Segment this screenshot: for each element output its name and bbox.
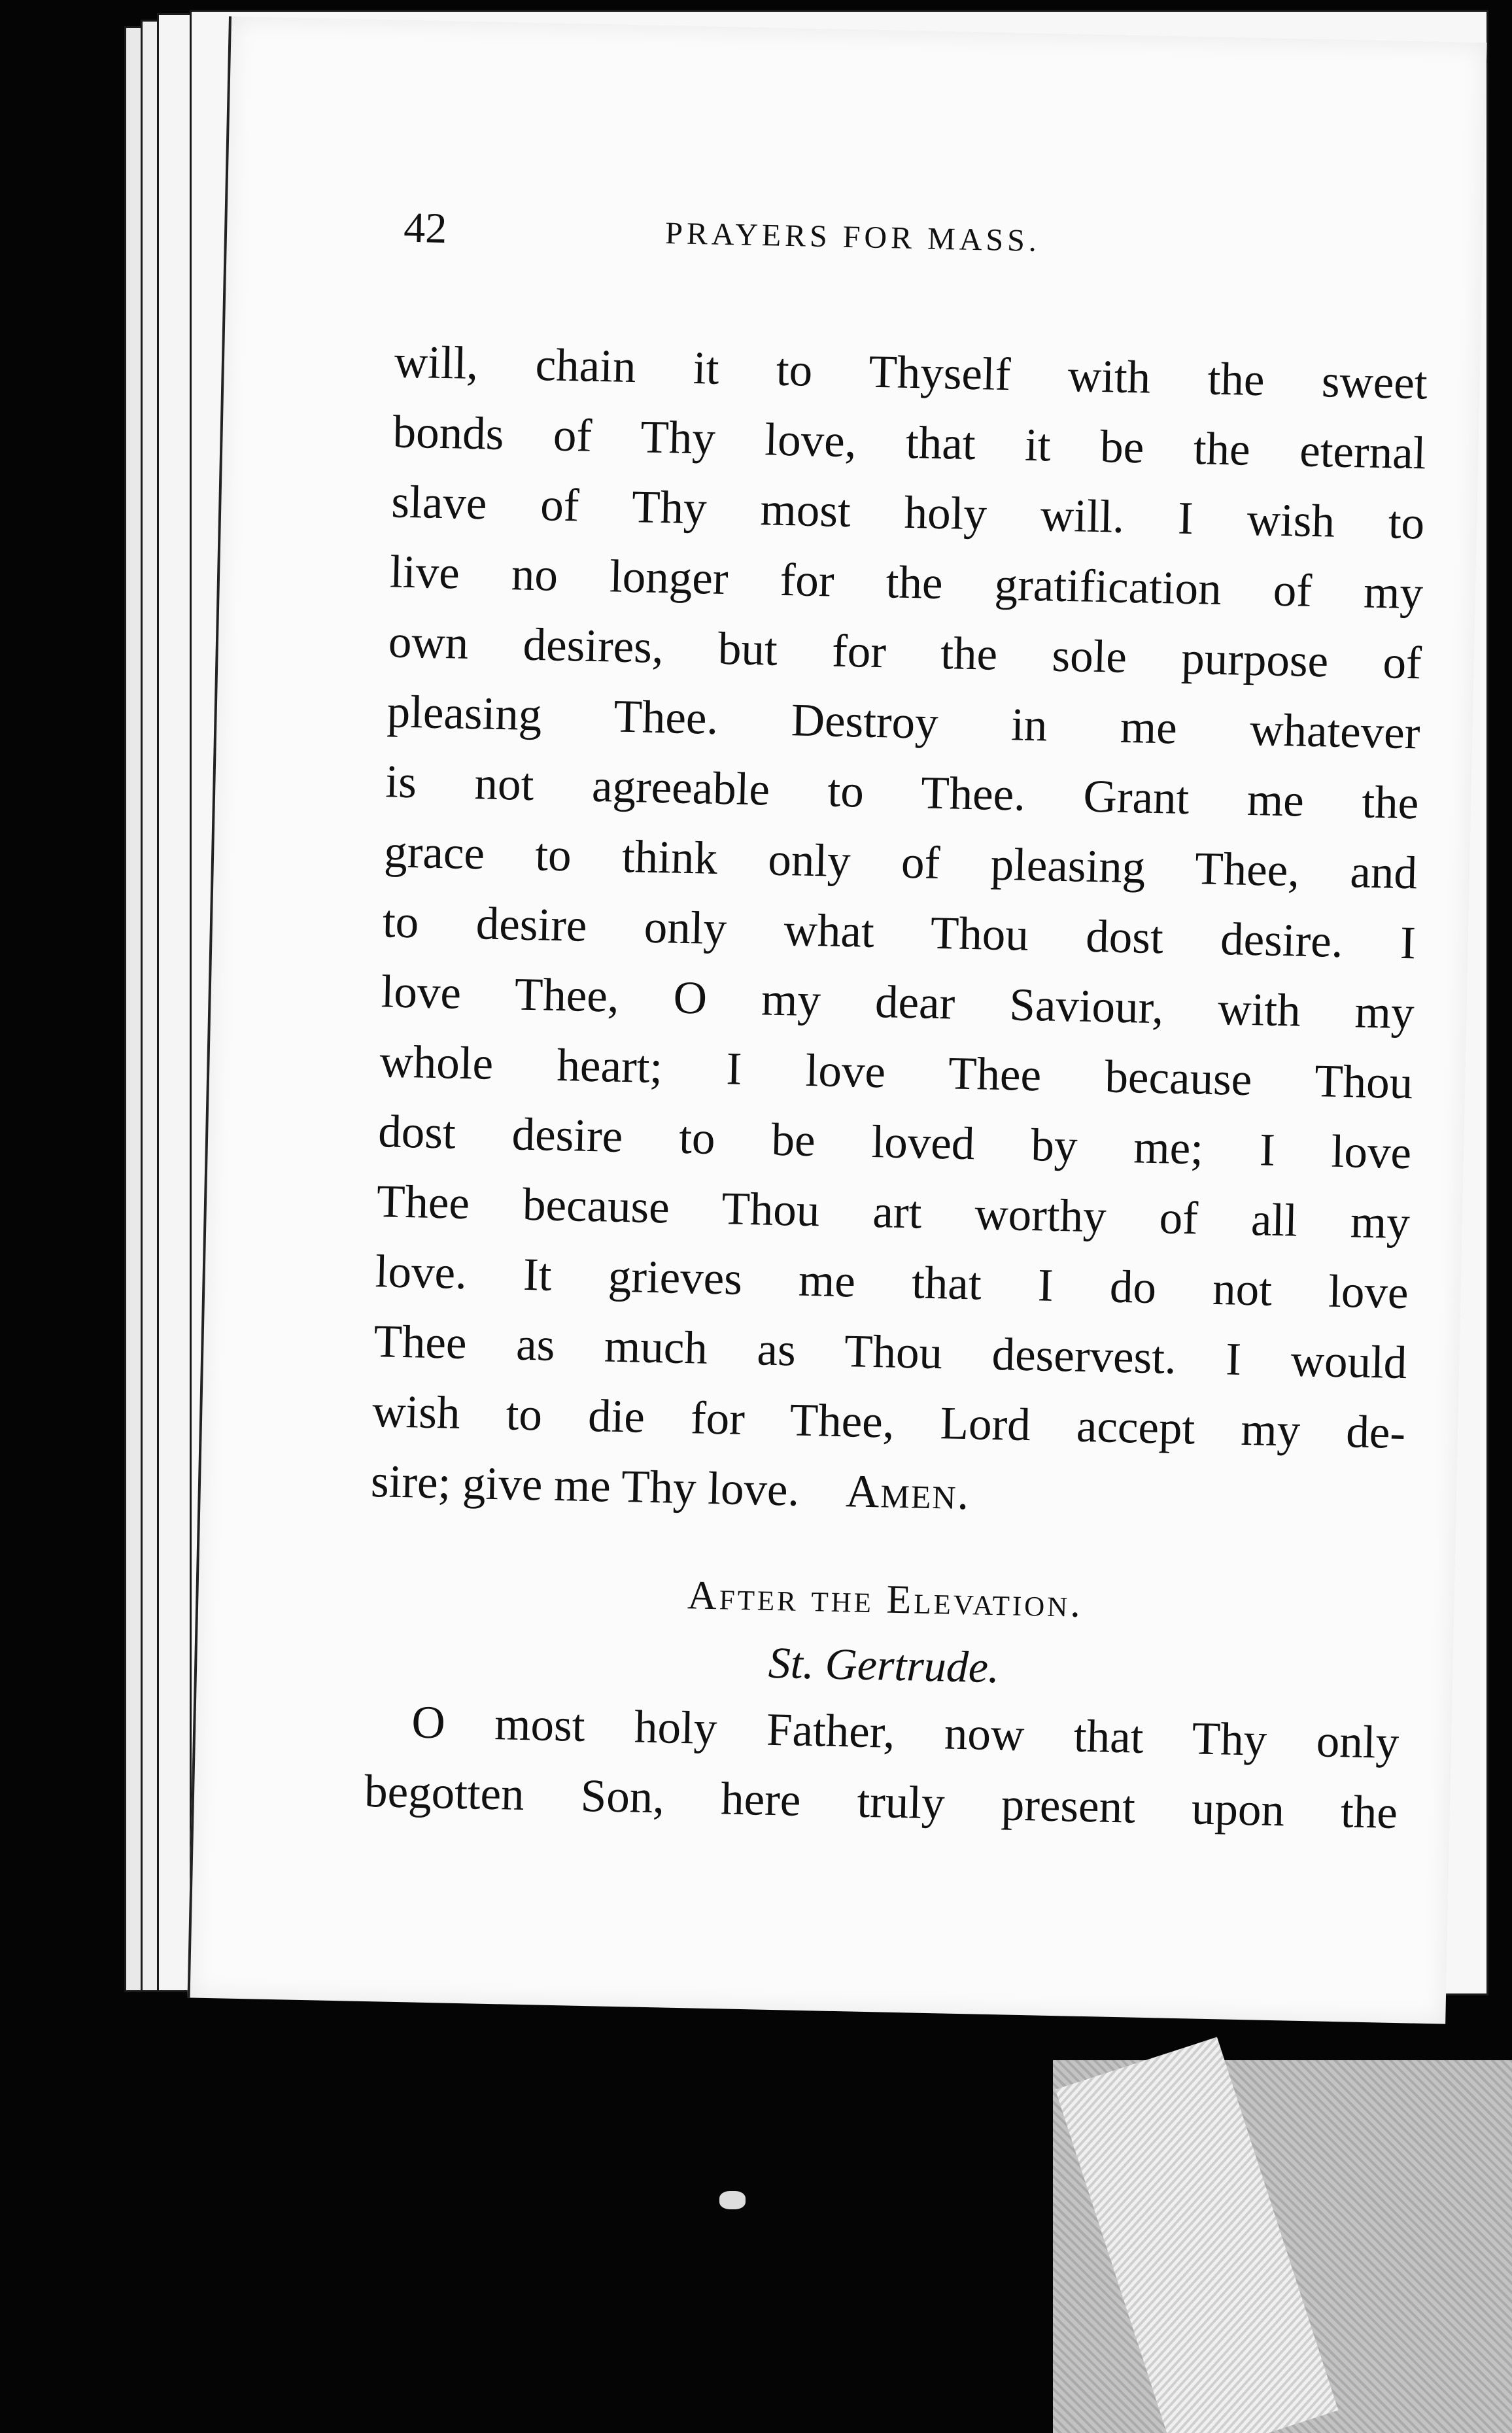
text-line: slave of Thy most holy will. I wish to [390,476,1425,549]
running-title: PRAYERS FOR MASS. [664,216,1041,259]
text-line: Thee as much as Thou deservest. I would [373,1316,1408,1389]
text-line: whole heart; I love Thee because Thou [379,1036,1414,1109]
text-line: love. It grieves me that I do not love [375,1246,1409,1319]
text-line: dost desire to be loved by me; I love [377,1106,1412,1179]
text-line: grace to think only of pleasing Thee, and [383,826,1418,899]
prayer-text [364,327,1428,1848]
page-number: 42 [403,203,448,253]
running-head [403,203,1385,259]
text-line: bonds of Thy love, that it be the eternal [392,406,1427,479]
text-line: begotten Son, here truly present upon the [364,1765,1398,1839]
dust-speck [719,2191,746,2209]
amen: Amen. [845,1466,971,1520]
text-line: Thee because Thou art worthy of all my [376,1176,1411,1249]
text-line-end: sire; give me Thy love. [370,1456,800,1516]
text-line: O most holy Father, now that Thy only [411,1697,1400,1769]
book-page [188,16,1487,2024]
text-line: wish to die for Thee, Lord accept my de- [371,1386,1406,1459]
text-line: live no longer for the gratification of my [389,546,1424,619]
attribution: St. Gertrude. [768,1637,1000,1693]
text-line: is not agreeable to Thee. Grant me the [385,756,1420,829]
text-line: love Thee, O my dear Saviour, with my [381,966,1415,1039]
text-line: will, chain it to Thyself with the sweet [394,336,1428,409]
text-line: to desire only what Thou dost desire. I [382,896,1417,969]
section-heading: After the Elevation. [687,1573,1084,1626]
text-line: pleasing Thee. Destroy in me whatever [386,686,1421,759]
text-line: own desires, but for the sole purpose of [388,616,1422,689]
